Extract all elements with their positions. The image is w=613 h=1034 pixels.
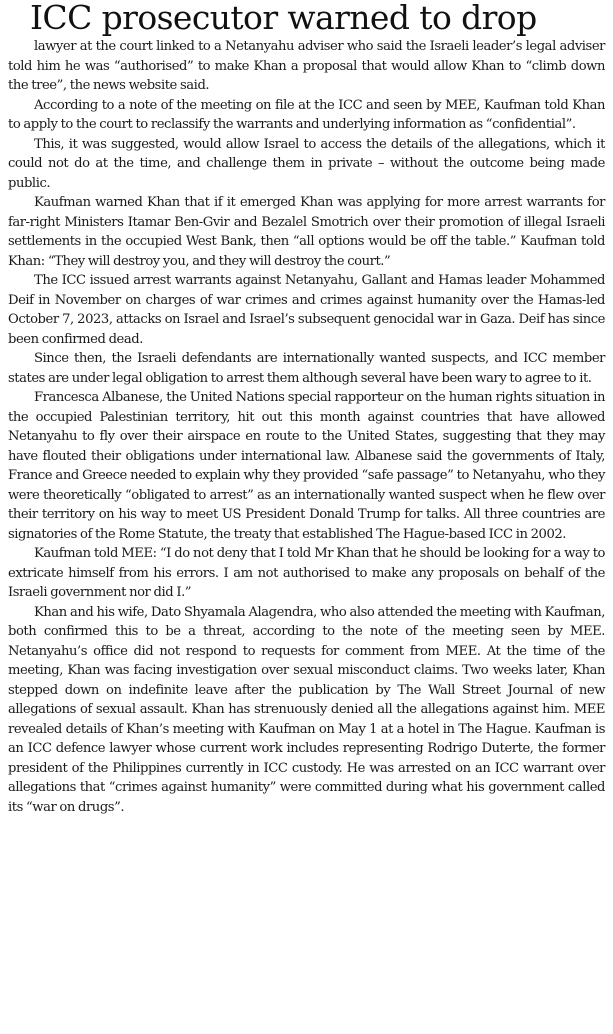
headline: ICC prosecutor warned to drop (30, 0, 537, 36)
paragraph-continued: lawyer at the court linked to a Netanyahu adviser who said the Israeli leader’s legal adviser told him he was “authorised” to make Khan a proposal that would allow Khan to “climb down the tree”, the news website said. (8, 39, 605, 93)
paragraph: Khan and his wife, Dato Shyamala Alagendra, who also attended the meeting with Kaufman, both confirmed this to be a threat, according to the note of the meeting seen by MEE. Netanyahu’s office did not respond to requests for comment from MEE. At the time of the meeting, Khan was facing investigation over sexual misconduct claims. Two weeks later, Khan stepped down on indefinite leave after the publication by The Wall Street Journal of new allegations of sexual assault. Khan has strenuously denied all the allegations against him. MEE revealed details of Khan’s meeting with Kaufman on May 1 at a hotel in The Hague. Kaufman is an ICC defence lawyer whose current work includes representing Rodrigo Duterte, the former president of the Philippines currently in ICC custody. He was arrested on an ICC warrant over allegations that “crimes against humanity” were committed during what his government called its “war on drugs”. (8, 604, 605, 815)
paragraph: Francesca Albanese, the United Nations special rapporteur on the human rights situation in the occupied Palestinian territory, hit out this month against countries that have allowed Netanyahu to fly over their airspace en route to the United States, suggesting that they may have flouted their obligations under international law. Albanese said the governments of Italy, France and Greece needed to explain why they provided “safe passage” to Netanyahu, who they were theoretically “obligated to arrest” as an internationally wanted suspect when he flew over their territory on his way to meet US President Donald Trump for talks. All three countries are signatories of the Rome Statute, the treaty that established The Hague-based ICC in 2002. (8, 390, 605, 542)
paragraph: Since then, the Israeli defendants are internationally wanted suspects, and ICC member states are under legal obligation to arrest them although several have been wary to agree to it. (8, 351, 605, 386)
paragraph: Kaufman told MEE: “I do not deny that I told Mr Khan that he should be looking for a way to extricate himself from his errors. I am not authorised to make any proposals on behalf of the Israeli government nor did I.” (8, 546, 605, 600)
paragraph: Kaufman warned Khan that if it emerged Khan was applying for more arrest warrants for far-right Ministers Itamar Ben-Gvir and Bezalel Smotrich over their promotion of illegal Israeli settlements in the occupied West Bank, then “all options would be off the table.” Kaufman told Khan: “They will destroy you, and they will destroy the court.” (8, 195, 605, 269)
paragraph: According to a note of the meeting on file at the ICC and seen by MEE, Kaufman told Khan to apply to the court to reclassify the warrants and underlying information as “confidential”. (8, 97, 605, 132)
paragraph: This, it was suggested, would allow Israel to access the details of the allegations, which it could not do at the time, and challenge them in private – without the outcome being made public. (8, 136, 605, 191)
paragraph: The ICC issued arrest warrants against Netanyahu, Gallant and Hamas leader Mohammed Deif in November on charges of war crimes and crimes against humanity over the Hamas-led October 7, 2023, attacks on Israel and Israel’s subsequent genocidal war in Gaza. Deif has since been confirmed dead. (8, 273, 605, 347)
article-body (8, 37, 605, 817)
